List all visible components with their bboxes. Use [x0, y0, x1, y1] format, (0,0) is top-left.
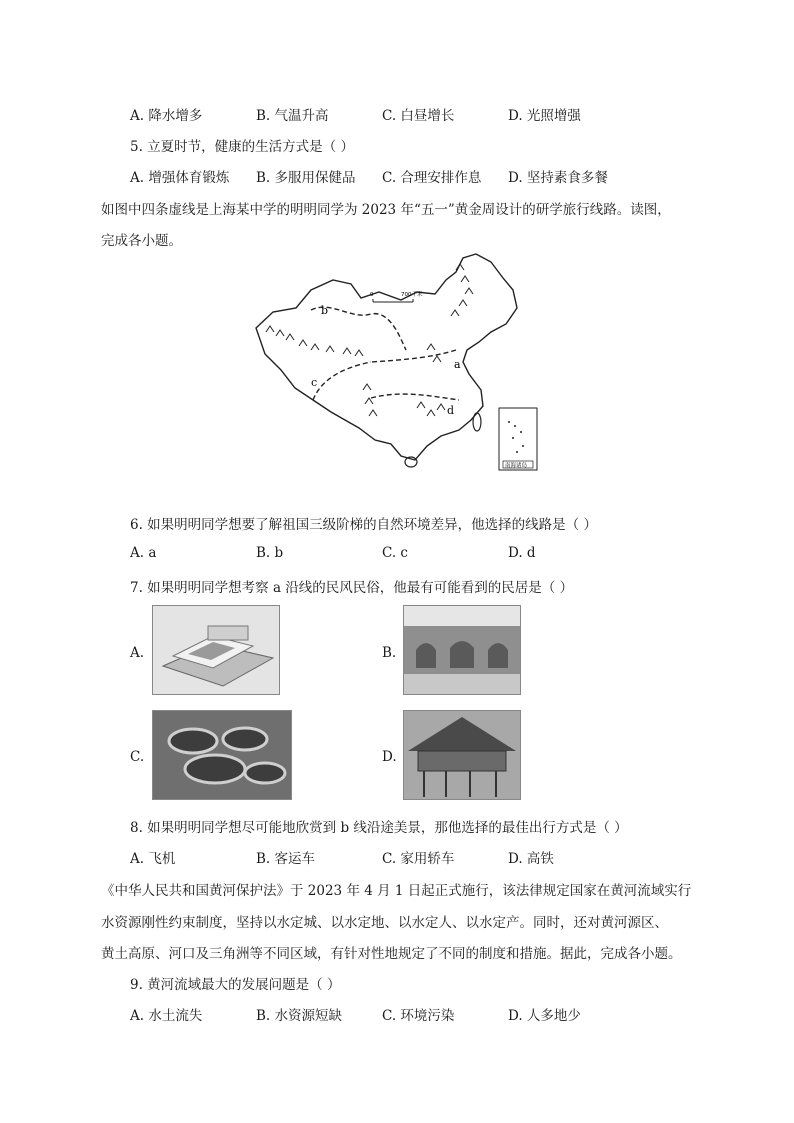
q4-option-d: D. 光照增强	[508, 108, 581, 124]
q7-option-d-label: D.	[382, 749, 397, 765]
q6-option-a: A. a	[130, 545, 157, 561]
q7-stem: 7. 如果明明同学想考察 a 沿线的民风民俗，他最有可能看到的民居是（ ）	[130, 580, 574, 596]
q5-option-d: D. 坚持素食多餐	[508, 170, 608, 186]
china-route-map	[251, 250, 546, 475]
q8-stem: 8. 如果明明同学想尽可能地欣赏到 b 线沿途美景，那他选择的最佳出行方式是（ ）	[130, 820, 628, 836]
scale-zero: 0	[370, 292, 374, 298]
route-d	[371, 394, 459, 400]
intro2-line1: 《中华人民共和国黄河保护法》于 2023 年 4 月 1 日起正式施行，该法律规定国家在黄河流域实行	[101, 883, 692, 899]
courtyard-house-photo	[152, 605, 280, 695]
q5-option-b: B. 多服用保健品	[256, 170, 356, 186]
q9-option-b: B. 水资源短缺	[256, 1008, 343, 1024]
route-label-c: c	[311, 376, 318, 389]
route-c	[313, 362, 371, 400]
q5-option-c: C. 合理安排作息	[382, 170, 482, 186]
route-label-a: a	[454, 358, 461, 371]
taiwan-island	[473, 413, 481, 431]
q8-option-b: B. 客运车	[256, 851, 316, 867]
q7-option-a-label: A.	[130, 645, 145, 661]
intro2-line3: 黄土高原、河口及三角洲等不同区域，有针对性地规定了不同的制度和措施。据此，完成各小题。	[101, 946, 682, 962]
mountain-symbols	[266, 264, 473, 416]
q6-stem: 6. 如果明明同学想要了解祖国三级阶梯的自然环境差异，他选择的线路是（ ）	[130, 517, 597, 533]
q9-stem: 9. 黄河流域最大的发展问题是（ ）	[130, 977, 341, 993]
q4-option-b: B. 气温升高	[256, 108, 329, 124]
china-outline	[256, 254, 517, 460]
q9-option-d: D. 人多地少	[508, 1008, 581, 1024]
q8-option-a: A. 飞机	[130, 851, 176, 867]
route-label-b: b	[321, 304, 329, 317]
route-label-d: d	[447, 404, 455, 417]
q7-option-b-label: B.	[382, 645, 397, 661]
q5-option-a: A. 增强体育锻炼	[130, 170, 230, 186]
q5-stem: 5. 立夏时节，健康的生活方式是（ ）	[130, 139, 354, 155]
q6-option-d: D. d	[508, 545, 536, 561]
inset-label: 南海诸岛	[505, 463, 528, 469]
stilt-house-photo	[403, 710, 521, 800]
q4-option-a: A. 降水增多	[130, 108, 203, 124]
q9-option-a: A. 水土流失	[130, 1008, 203, 1024]
q8-option-c: C. 家用轿车	[382, 851, 455, 867]
route-lines	[311, 307, 459, 400]
q6-option-c: C. c	[382, 545, 408, 561]
q6-option-b: B. b	[256, 545, 284, 561]
q9-option-c: C. 环境污染	[382, 1008, 455, 1024]
cave-dwelling-photo	[403, 605, 521, 695]
tulou-photo	[152, 710, 292, 800]
intro1-line2: 完成各小题。	[101, 233, 182, 249]
intro1-line1: 如图中四条虚线是上海某中学的明明同学为 2023 年“五一”黄金周设计的研学旅行线路。读图，	[101, 202, 671, 218]
q4-option-c: C. 白昼增长	[382, 108, 455, 124]
q7-option-c-label: C.	[130, 749, 145, 765]
intro2-line2: 水资源刚性约束制度，坚持以水定城、以水定地、以水定人、以水定产。同时，还对黄河源区、	[101, 915, 668, 931]
q8-option-d: D. 高铁	[508, 851, 554, 867]
route-a	[371, 350, 456, 362]
scale-label: 700千米	[401, 292, 423, 298]
